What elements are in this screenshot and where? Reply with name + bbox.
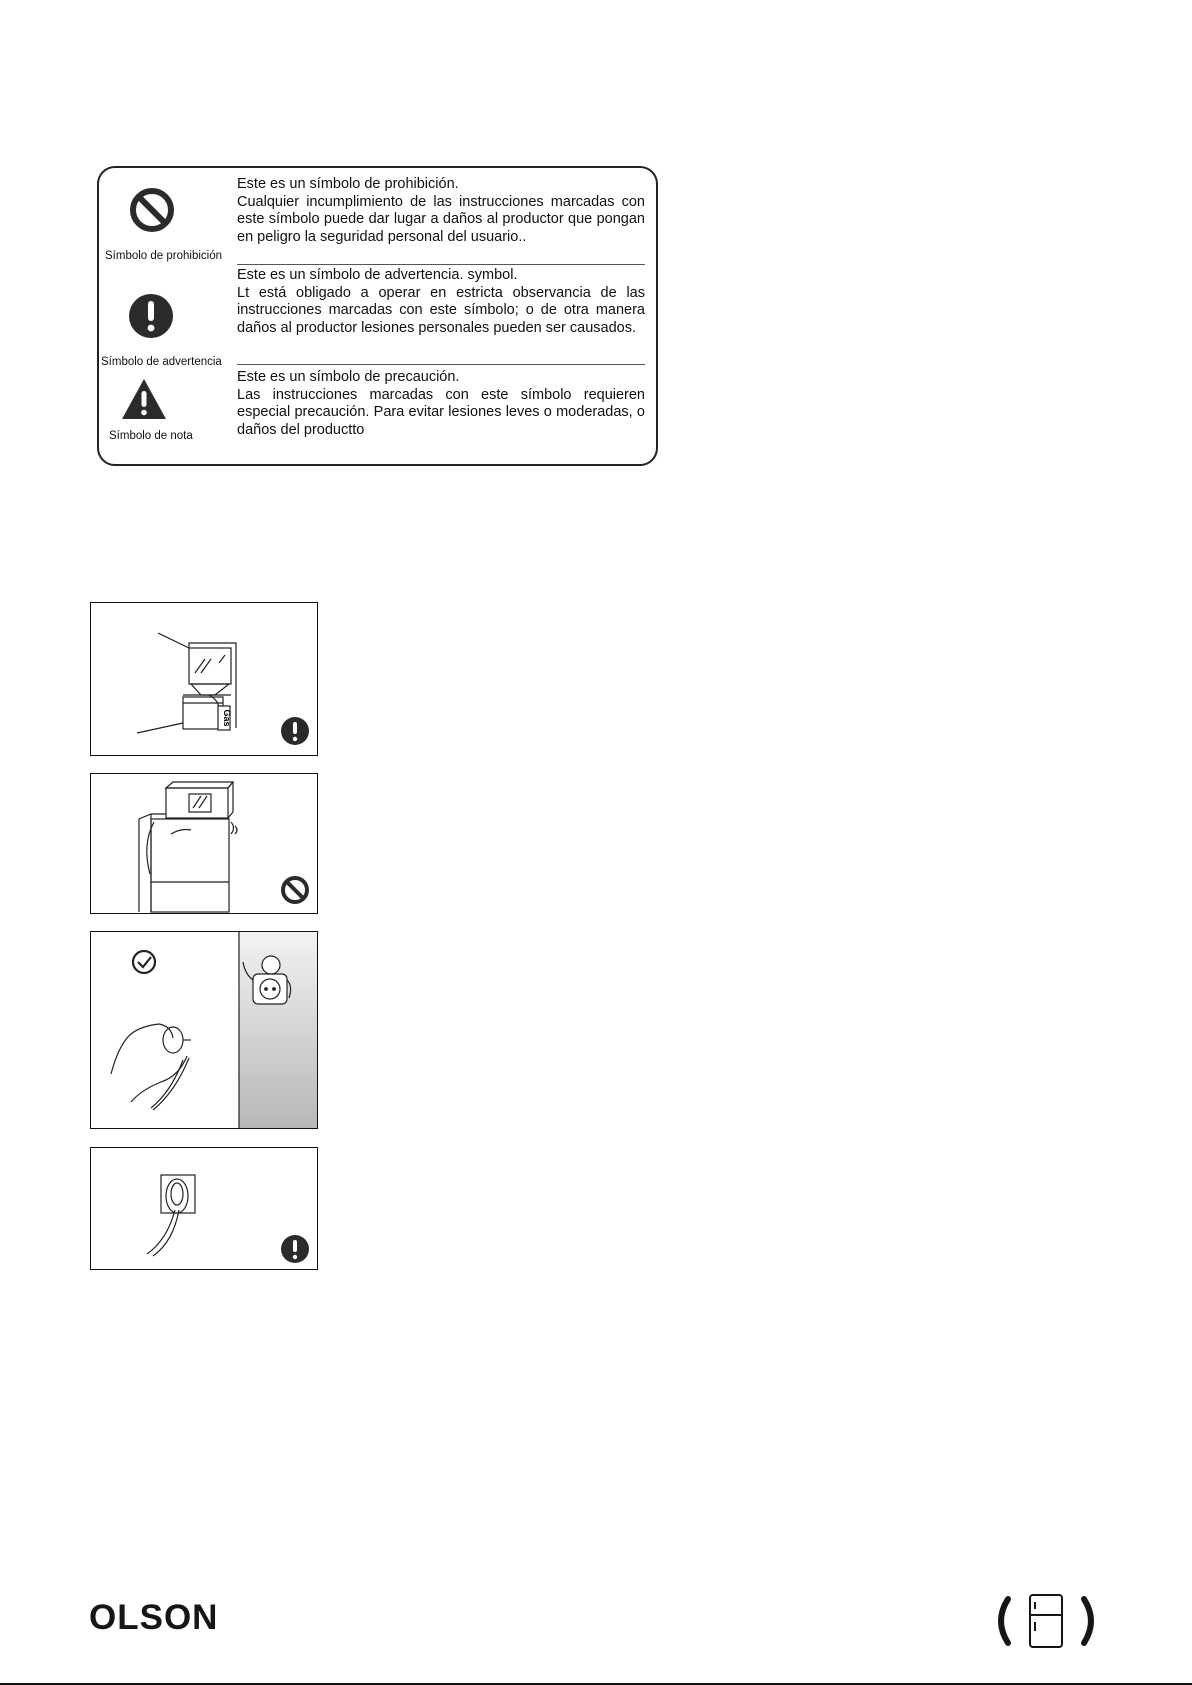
prohibition-symbol-label: Símbolo de prohibición	[105, 250, 222, 262]
microwave-on-fridge-illustration	[90, 773, 318, 914]
refrigerator-icon	[990, 1593, 1102, 1649]
note-title: Este es un símbolo de precaución.	[237, 369, 460, 385]
caution-triangle-icon	[120, 377, 168, 421]
note-description	[237, 369, 645, 439]
check-icon	[133, 951, 155, 973]
warning-symbol-label: Símbolo de advertencia	[101, 356, 222, 368]
note-text: Las instrucciones marcadas con este símbolo requieren especial precaución. Para evitar lesiones leves o moderadas, o daños del productto	[237, 386, 645, 438]
gas-tag	[218, 706, 232, 730]
prohibition-title: Este es un símbolo de prohibición.	[237, 176, 459, 192]
warning-title: Este es un símbolo de advertencia. symbol.	[237, 267, 518, 283]
warning-icon	[281, 717, 309, 745]
prohibition-text: Cualquier incumplimiento de las instrucciones marcadas con este símbolo puede dar lugar a daños al productor que pongan en peligro la seguridad personal del usuario..	[237, 193, 645, 245]
wall-socket-plug-illustration	[90, 1147, 318, 1270]
legend-divider	[237, 364, 645, 365]
legend-divider	[237, 264, 645, 265]
prohibition-description	[237, 176, 645, 246]
note-symbol-label: Símbolo de nota	[109, 430, 193, 442]
gas-appliance-illustration	[90, 602, 318, 756]
hand-with-plug	[111, 1024, 191, 1110]
gas-tag-label: Gas	[222, 709, 232, 727]
warning-icon	[281, 1235, 309, 1263]
warning-text: Lt está obligado a operar en estricta observancia de las instrucciones marcadas con este símbolo; o de otra manera daños al productor lesiones personales pueden ser causados.	[237, 284, 645, 336]
prohibition-icon	[283, 878, 307, 902]
warning-icon	[127, 292, 175, 340]
unplug-hand-illustration	[90, 931, 318, 1129]
brand-logo: OLSON	[89, 1598, 219, 1637]
warning-description	[237, 267, 645, 337]
symbol-legend-box	[97, 166, 658, 466]
prohibition-icon	[128, 186, 176, 234]
